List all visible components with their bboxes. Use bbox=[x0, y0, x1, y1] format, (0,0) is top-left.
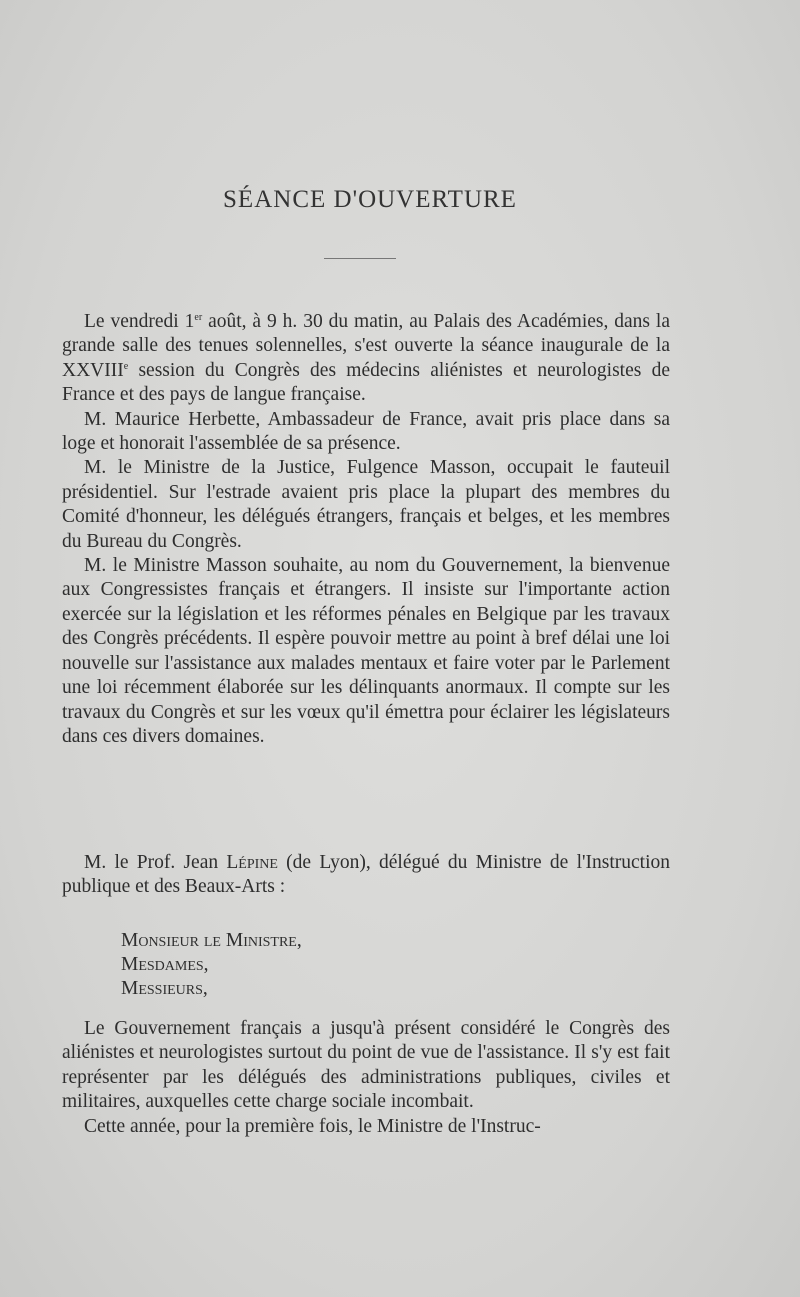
lepine-intro-text: M. le Prof. Jean bbox=[84, 852, 227, 873]
text-block-opening bbox=[62, 310, 670, 749]
title-divider bbox=[324, 258, 396, 259]
salutation-line: Messieurs, bbox=[121, 978, 208, 1000]
ordinal-superscript: er bbox=[194, 312, 203, 323]
session-superscript: e bbox=[123, 360, 129, 372]
paragraph-lepine-intro bbox=[62, 851, 670, 900]
salutation-block bbox=[121, 929, 302, 1002]
text-block-speech bbox=[62, 1017, 670, 1139]
paragraph-opening bbox=[62, 310, 670, 408]
lepine-intro-text-end: (de Lyon), délégué du Ministre de l'Instruction publique et des Beaux-Arts : bbox=[62, 852, 670, 898]
opening-text-end: session du Congrès des médecins aliénistes et neurologistes de France et des pays de langue française. bbox=[62, 359, 670, 406]
opening-date-text: Le vendredi 1 bbox=[84, 311, 195, 332]
opening-text: août, à 9 h. 30 du matin, au Palais des Académies, dans la grande salle des tenues solennelles, s'est ouverte la séance inaugurale de la XXVIII bbox=[62, 311, 670, 381]
paragraph-ambassador: M. Maurice Herbette, Ambassadeur de France, avait pris place dans sa loge et honorait l'assemblée de sa présence. bbox=[62, 408, 670, 455]
paragraph-minister-presiding: M. le Ministre de la Justice, Fulgence Masson, occupait le fauteuil présidentiel. Sur l'estrade avaient pris place la plupart des membres du Comité d'honneur, les délégués étrangers, français et belges, et les membres du Bureau du Congrès. bbox=[62, 457, 670, 552]
paragraph-government: Le Gouvernement français a jusqu'à présent considéré le Congrès des aliénistes et neurologistes surtout du point de vue de l'assistance. Il s'y est fait représenter par les délégués des administrations publiques, civiles et militaires, auxquelles cette charge sociale incombait. bbox=[62, 1018, 670, 1113]
text-block-lepine bbox=[62, 851, 670, 900]
salutation-line: Mesdames, bbox=[121, 954, 209, 976]
paragraph-this-year: Cette année, pour la première fois, le Ministre de l'Instruc- bbox=[84, 1115, 541, 1137]
salutation-line: Monsieur le Ministre, bbox=[121, 930, 302, 951]
page-title: SÉANCE D'OUVERTURE bbox=[223, 186, 517, 213]
speaker-name: Lépine bbox=[226, 852, 278, 873]
paragraph-minister-speech: M. le Ministre Masson souhaite, au nom du Gouvernement, la bienvenue aux Congressistes français et étrangers. Il insiste sur l'importante action exercée sur la législation et les réformes pénales en Belgique par les travaux des Congrès précédents. Il espère pouvoir mettre au point à bref délai une loi nouvelle sur l'assistance aux malades mentaux et faire voter par le Parlement une loi récemment élaborée sur les délinquants anormaux. Il compte sur les travaux du Congrès et sur les vœux qu'il émettra pour éclairer les législateurs dans ces divers domaines. bbox=[62, 555, 670, 747]
